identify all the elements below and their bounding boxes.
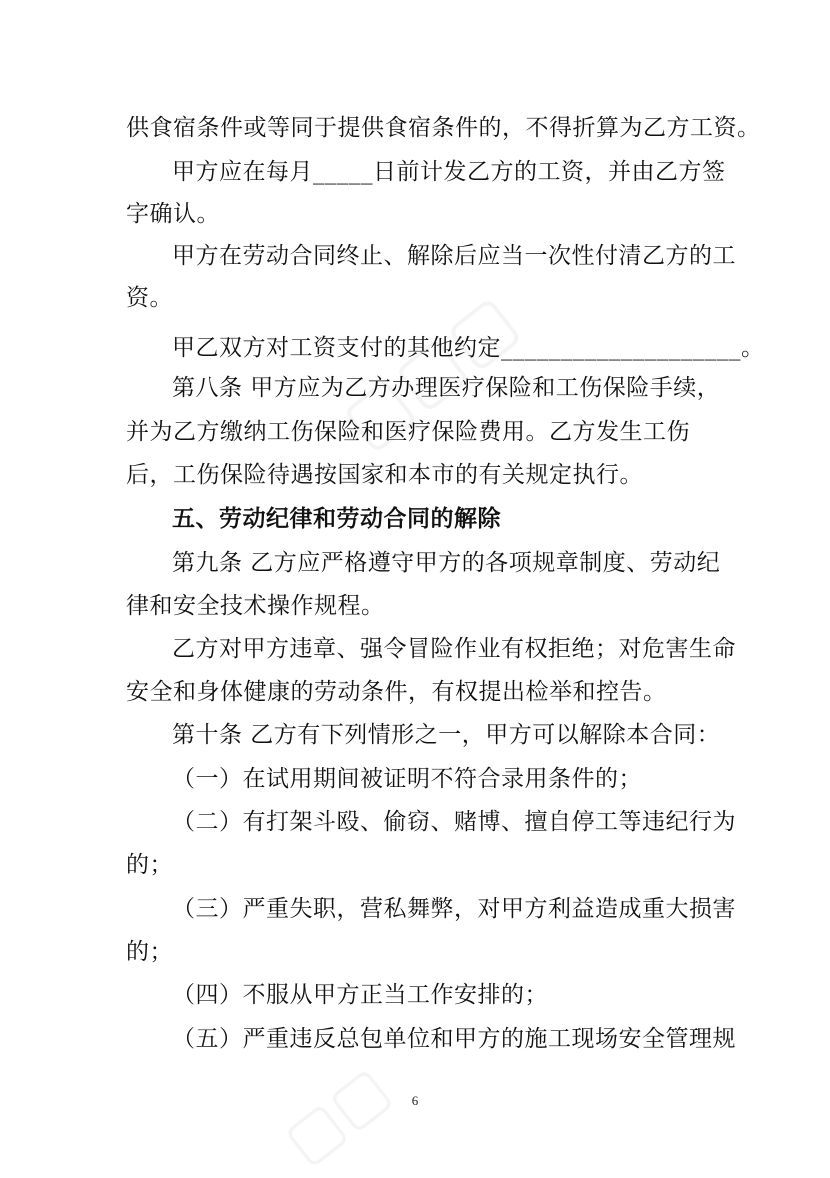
list-item: （二）有打架斗殴、偷窃、赌博、擅自停工等违纪行为	[172, 809, 736, 835]
paragraph-line: 的；	[126, 852, 173, 878]
paragraph-line: 后，工伤保险待遇按国家和本市的有关规定执行。	[126, 462, 643, 488]
paragraph-line: 甲方在劳动合同终止、解除后应当一次性付清乙方的工	[172, 243, 736, 269]
paragraph-line: 甲方应在每月_____日前计发乙方的工资，并由乙方签	[172, 159, 726, 185]
paragraph-line: 供食宿条件或等同于提供食宿条件的，不得折算为乙方工资。	[126, 115, 761, 141]
paragraph-line: 安全和身体健康的劳动条件，有权提出检举和控告。	[126, 679, 667, 705]
paragraph-line: 第八条 甲方应为乙方办理医疗保险和工伤保险手续，	[172, 375, 721, 401]
paragraph-line: 第九条 乙方应严格遵守甲方的各项规章制度、劳动纪	[172, 550, 721, 576]
watermark	[270, 1053, 402, 1178]
paragraph-line: 律和安全技术操作规程。	[126, 593, 385, 619]
page-number: 6	[411, 1093, 419, 1108]
list-item: （一）在试用期间被证明不符合录用条件的；	[172, 766, 642, 792]
paragraph-line: 乙方对甲方违章、强令冒险作业有权拒绝；对危害生命	[172, 636, 736, 662]
list-item: （三）严重失职，营私舞弊，对甲方利益造成重大损害	[172, 896, 736, 922]
paragraph-line: 字确认。	[126, 201, 220, 227]
paragraph-line: 并为乙方缴纳工伤保险和医疗保险费用。乙方发生工伤	[126, 419, 690, 445]
paragraph-line: 第十条 乙方有下列情形之一，甲方可以解除本合同：	[172, 722, 721, 748]
paragraph-line: 资。	[126, 285, 173, 311]
list-item: （五）严重违反总包单位和甲方的施工现场安全管理规	[172, 1026, 736, 1052]
paragraph-line: 甲乙双方对工资支付的其他约定____________________。	[172, 335, 765, 361]
section-heading: 五、劳动纪律和劳动合同的解除	[172, 505, 501, 532]
paragraph-line: 的；	[126, 939, 173, 965]
list-item: （四）不服从甲方正当工作安排的；	[172, 982, 548, 1008]
